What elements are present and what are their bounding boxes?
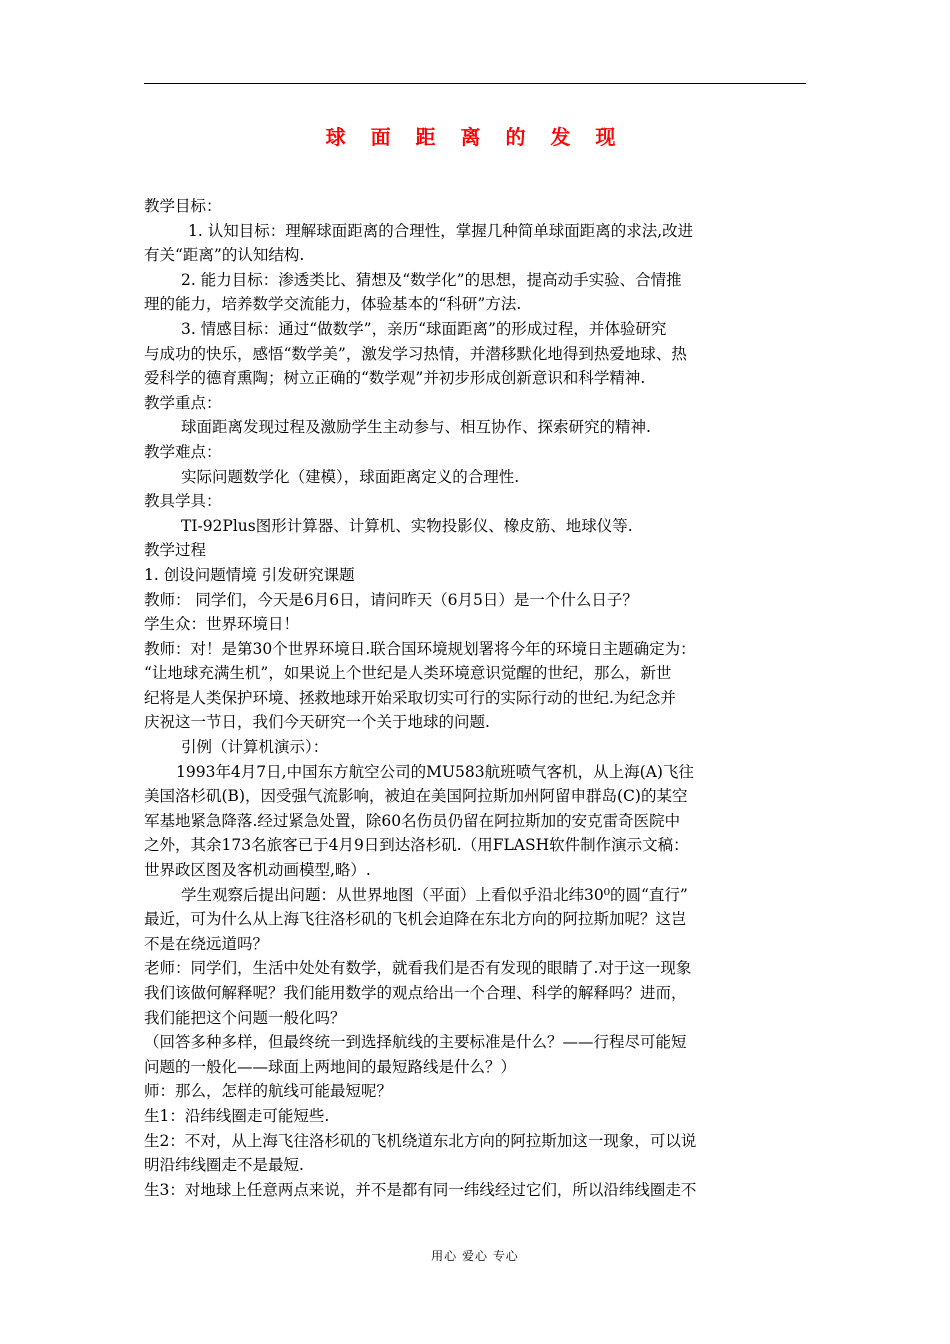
text-line: 教学过程 — [144, 541, 207, 560]
text-line: 1. 认知目标：理解球面距离的合理性，掌握几种简单球面距离的求法,改进 — [188, 221, 694, 240]
text-line: 教学目标： — [144, 197, 222, 215]
document-title: 球 面 距 离 的 发 现 — [325, 125, 625, 149]
text-line: 学生观察后提出问题：从世界地图（平面）上看似乎沿北纬30⁰的圆“直行” — [181, 885, 688, 904]
text-line: 3. 情感目标：通过“做数学”，亲历“球面距离”的形成过程，并体验研究 — [181, 319, 667, 338]
text-line: 有关“距离”的认知结构. — [144, 246, 305, 265]
text-line: 生2：不对，从上海飞往洛杉矶的飞机绕道东北方向的阿拉斯加这一现象，可以说 — [144, 1131, 697, 1150]
text-line: （回答多种多样，但最终统一到选择航线的主要标准是什么？——行程尽可能短 — [144, 1033, 687, 1052]
document-body — [144, 194, 808, 1202]
text-line: 1. 创设问题情境 引发研究课题 — [144, 565, 355, 584]
text-line: 师：那么，怎样的航线可能最短呢？ — [144, 1082, 393, 1101]
text-line: 与成功的快乐，感悟“数学美”，激发学习热情，并潜移默化地得到热爱地球、热 — [144, 344, 687, 363]
text-line: 我们能把这个问题一般化吗？ — [144, 1008, 346, 1027]
text-line: 理的能力，培养数学交流能力，体验基本的“科研”方法. — [144, 295, 522, 314]
text-line: 纪将是人类保护环境、拯救地球开始采取切实可行的实际行动的世纪.为纪念并 — [144, 688, 676, 707]
text-line: 世界政区图及客机动画模型,略）. — [144, 861, 371, 880]
text-line: 军基地紧急降落.经过紧急处置，除60名伤员仍留在阿拉斯加的安克雷奇医院中 — [144, 811, 681, 830]
text-line: 生1：沿纬线圈走可能短些. — [144, 1106, 330, 1125]
header-rule — [144, 83, 806, 84]
text-line: 教师： 同学们，今天是6月6日，请问昨天（6月5日）是一个什么日子？ — [144, 590, 638, 609]
text-line: 爱科学的德育熏陶；树立正确的“数学观”并初步形成创新意识和科学精神. — [144, 369, 646, 388]
text-line: TI-92Plus图形计算器、计算机、实物投影仪、橡皮筋、地球仪等. — [181, 516, 633, 535]
text-line: 生3：对地球上任意两点来说，并不是都有同一纬线经过它们，所以沿纬线圈走不 — [144, 1180, 697, 1199]
text-line: 引例（计算机演示）： — [181, 738, 329, 757]
text-line: 老师：同学们，生活中处处有数学，就看我们是否有发现的眼睛了.对于这一现象 — [144, 959, 692, 978]
text-line: 美国洛杉矶(B)，因受强气流影响，被迫在美国阿拉斯加州阿留申群岛(C)的某空 — [144, 787, 688, 806]
text-line: 实际问题数学化（建模），球面距离定义的合理性. — [181, 467, 520, 486]
text-line: 球面距离发现过程及激励学生主动参与、相互协作、探索研究的精神. — [181, 418, 651, 437]
text-line: 最近，可为什么从上海飞往洛杉矶的飞机会迫降在东北方向的阿拉斯加呢？这岂 — [144, 910, 687, 929]
text-line: 明沿纬线圈走不是最短. — [144, 1156, 304, 1175]
page-footer: 用心 爱心 专心 — [431, 1249, 519, 1263]
text-line: 教学难点： — [144, 442, 222, 461]
text-line: 庆祝这一节日，我们今天研究一个关于地球的问题. — [144, 713, 490, 732]
text-line: 教师：对！是第30个世界环境日.联合国环境规划署将今年的环境日主题确定为： — [144, 639, 696, 658]
text-line: 我们该做何解释呢？我们能用数学的观点给出一个合理、科学的解释吗？进而， — [144, 984, 687, 1002]
text-line: 教学重点： — [144, 393, 222, 412]
text-line: 1993年4月7日,中国东方航空公司的MU583航班喷气客机，从上海(A)飞往 — [176, 762, 694, 781]
text-line: 教具学具： — [144, 492, 222, 511]
text-line: 不是在绕远道吗？ — [144, 934, 269, 953]
text-line: 之外，其余173名旅客已于4月9日到达洛杉矶.（用FLASH软件制作演示文稿： — [144, 836, 689, 855]
text-line: 2. 能力目标：渗透类比、猜想及“数学化”的思想，提高动手实验、合情推 — [181, 270, 682, 289]
text-line: 问题的一般化——球面上两地间的最短路线是什么？） — [144, 1057, 517, 1076]
text-line: 学生众：世界环境日！ — [144, 615, 300, 634]
text-line: “让地球充满生机”，如果说上个世纪是人类环境意识觉醒的世纪，那么，新世 — [144, 664, 672, 683]
